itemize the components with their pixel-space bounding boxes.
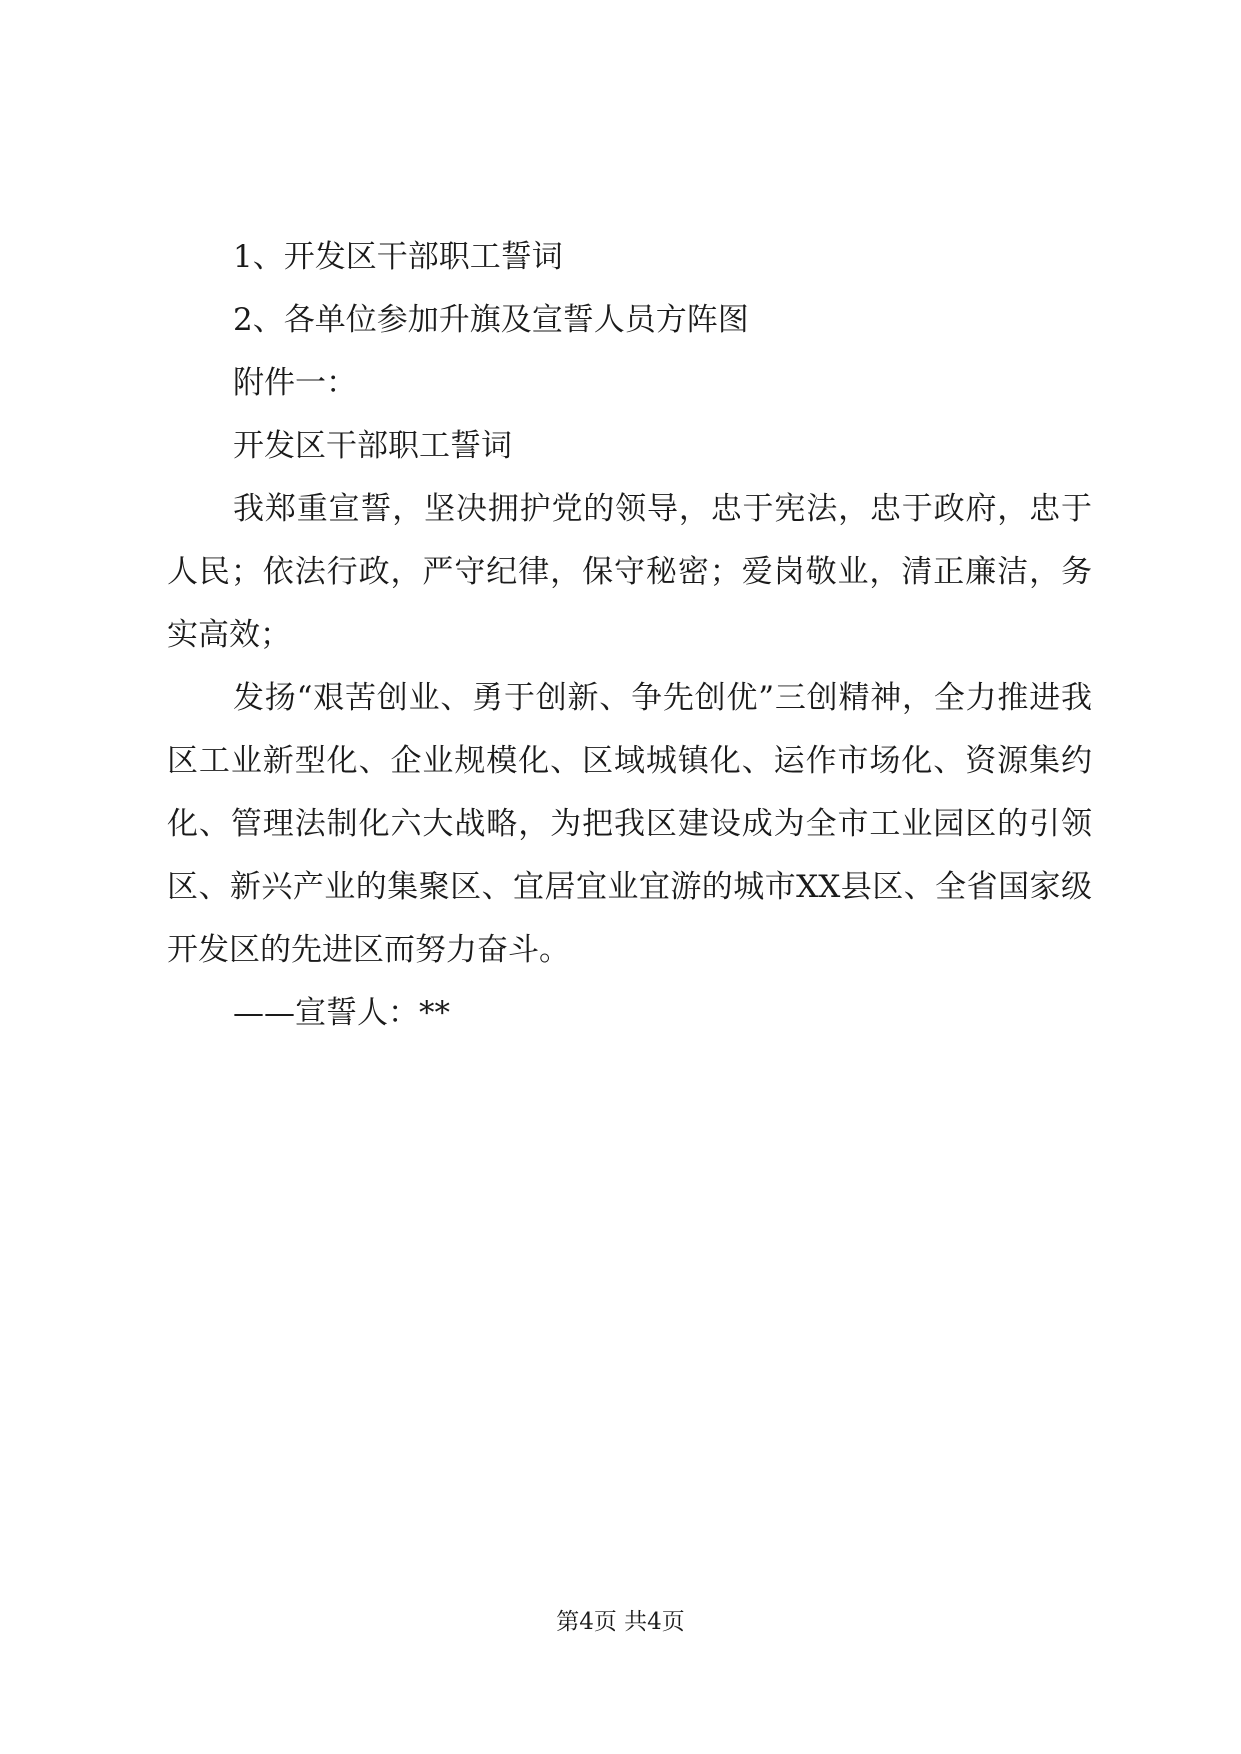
oath-title: 开发区干部职工誓词 [233, 428, 512, 464]
oath-signature: ——宣誓人：** [233, 995, 450, 1031]
oath-paragraph-2: 发扬“艰苦创业、勇于创新、争先创优”三创精神，全力推进我区工业新型化、企业规模化、区域城镇化、运作市场化、资源集约化、管理法制化六大战略，为把我区建设成为全市工业园区的引领区、新兴产业的集聚区、宜居宜业宜游的城市XX县区、全省国家级开发区的先进区而努力奋斗。 [167, 680, 1092, 968]
list-item-oath: 1、开发区干部职工誓词 [233, 239, 563, 275]
attachment-label: 附件一： [233, 365, 357, 401]
list-item-formation-chart: 2、各单位参加升旗及宣誓人员方阵图 [233, 302, 749, 338]
document-body [167, 226, 1092, 1045]
page-footer: 第4页 共4页 [556, 1609, 685, 1635]
oath-paragraph-1: 我郑重宣誓，坚决拥护党的领导，忠于宪法，忠于政府，忠于人民；依法行政，严守纪律，保守秘密；爱岗敬业，清正廉洁，务实高效； [167, 491, 1092, 653]
